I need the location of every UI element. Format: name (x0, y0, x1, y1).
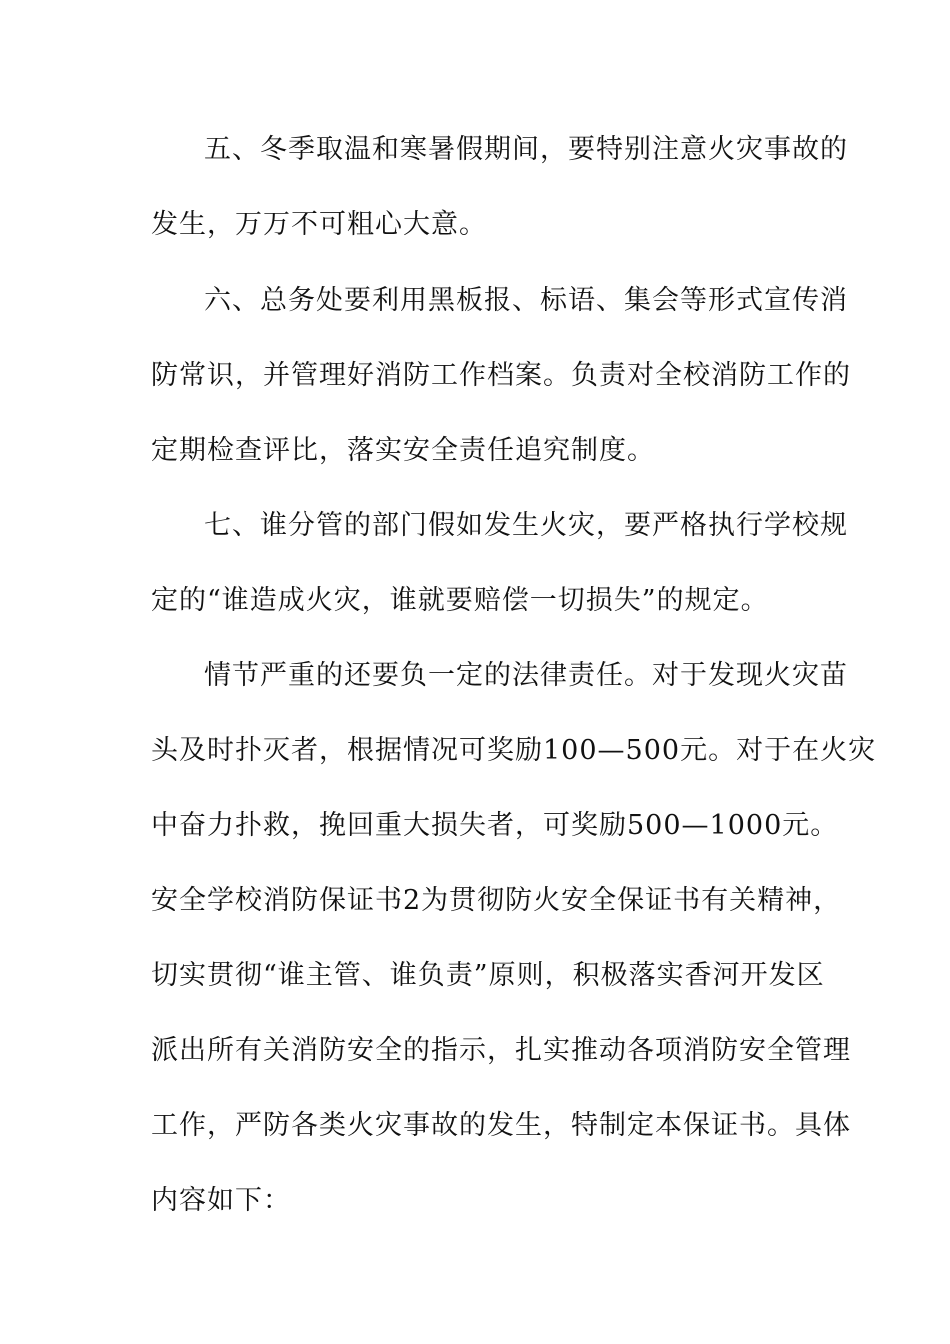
text-line: 七、谁分管的部门假如发生火灾，要严格执行学校规 (204, 510, 848, 541)
text-line: 安全学校消防保证书2为贯彻防火安全保证书有关精神， (151, 885, 842, 916)
text-line: 六、总务处要利用黑板报、标语、集会等形式宣传消 (204, 285, 848, 316)
text-line: 情节严重的还要负一定的法律责任。对于发现火灾苗 (204, 660, 848, 691)
text-line: 切实贯彻“谁主管、谁负责”原则，积极落实香河开发区 (151, 960, 825, 991)
text-line: 定期检查评比，落实安全责任追究制度。 (151, 435, 655, 466)
text-line: 发生，万万不可粗心大意。 (151, 209, 487, 240)
text-line: 头及时扑灭者，根据情况可奖励100—500元。对于在火灾 (151, 735, 877, 766)
text-line: 中奋力扑救，挽回重大损失者，可奖励500—1000元。 (151, 810, 839, 841)
text-line: 工作，严防各类火灾事故的发生，特制定本保证书。具体 (151, 1110, 851, 1141)
text-line: 内容如下： (151, 1185, 291, 1216)
text-line: 防常识，并管理好消防工作档案。负责对全校消防工作的 (151, 360, 851, 391)
text-line: 五、冬季取温和寒暑假期间，要特别注意火灾事故的 (204, 134, 848, 165)
text-line: 定的“谁造成火灾，谁就要赔偿一切损失”的规定。 (151, 585, 769, 616)
text-line: 派出所有关消防安全的指示，扎实推动各项消防安全管理 (151, 1035, 851, 1066)
